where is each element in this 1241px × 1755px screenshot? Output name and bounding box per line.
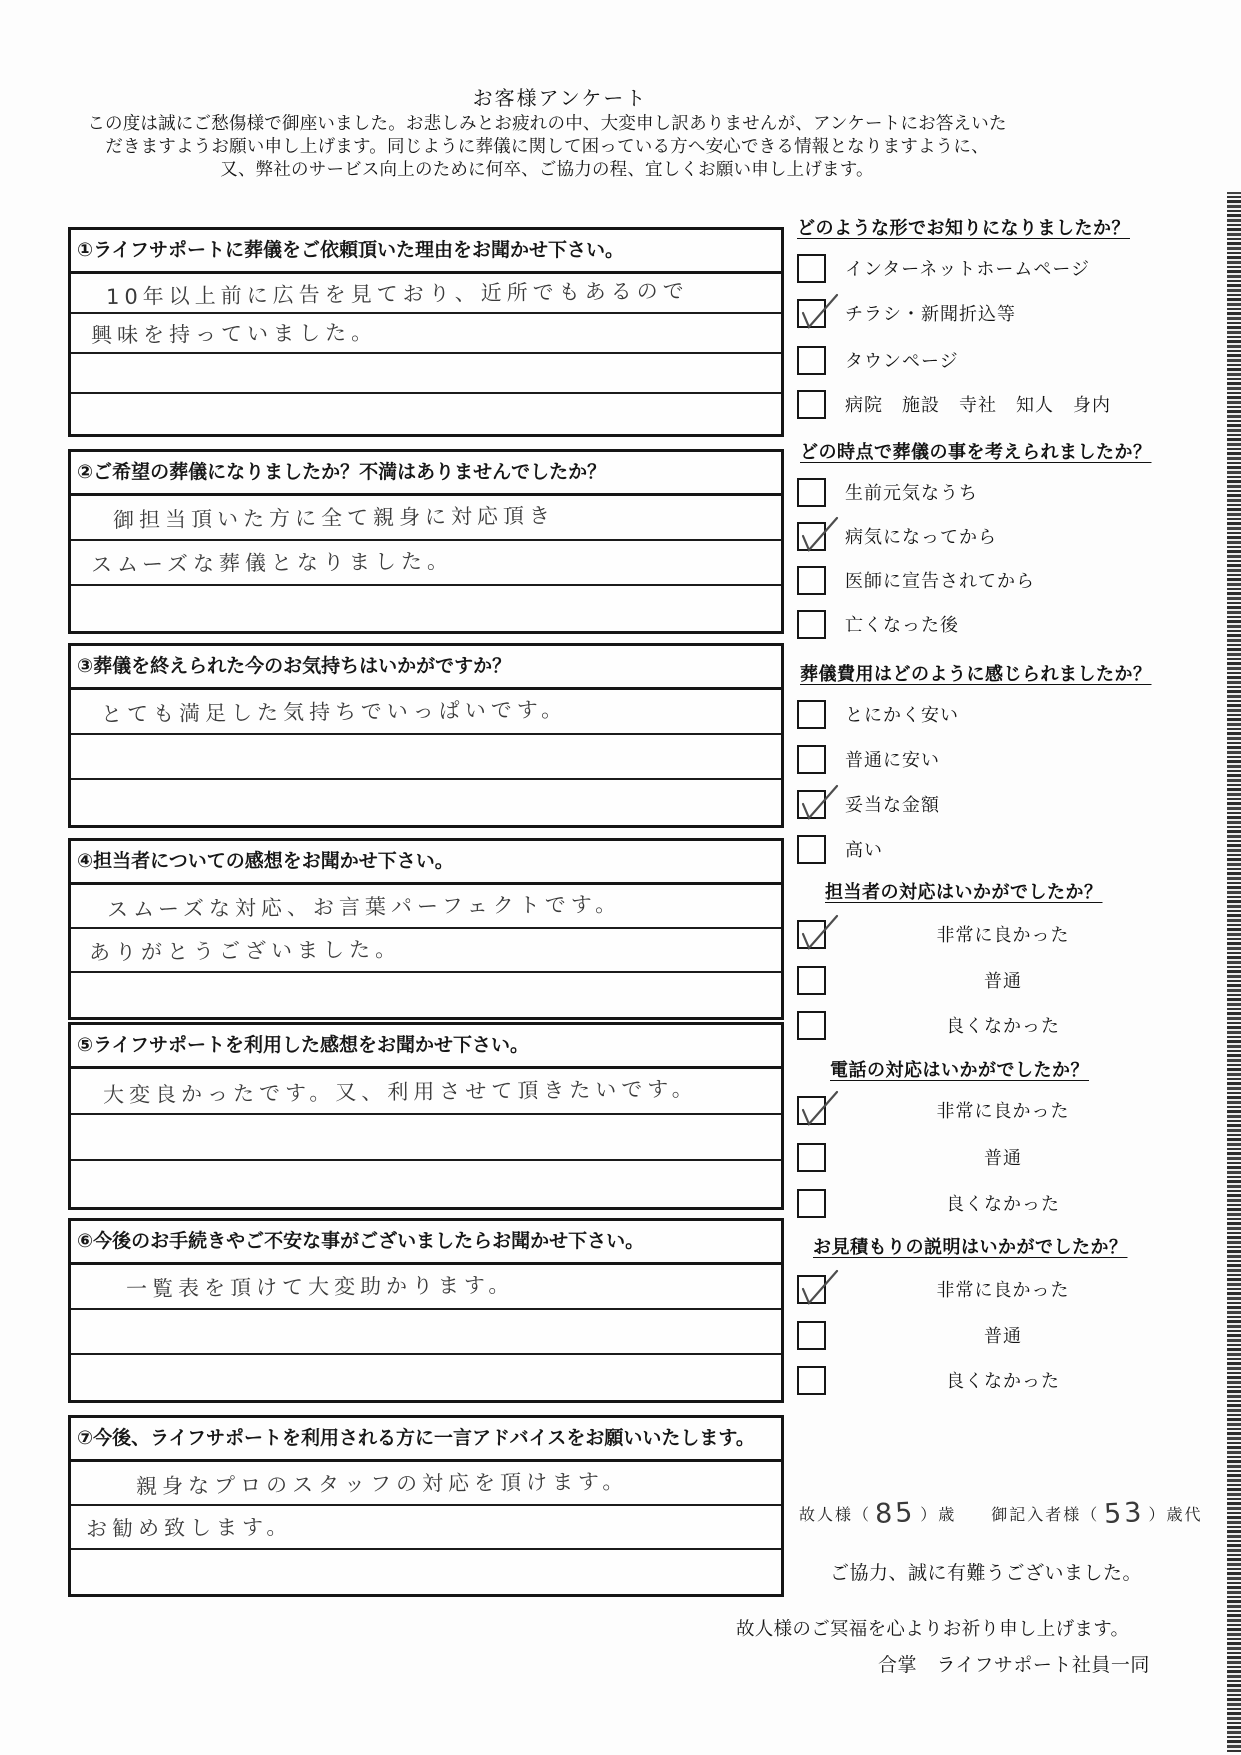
option-byouki-ni-natte-kara — [797, 522, 1237, 552]
option-label: 普通 — [984, 1326, 1022, 1346]
section-heading: 葬儀費用はどのように感じられましたか？ — [800, 664, 1152, 684]
option-label: 亡くなった後 — [845, 615, 959, 635]
checkbox[interactable] — [797, 478, 826, 507]
answer-row — [71, 274, 781, 314]
checkbox[interactable] — [797, 346, 826, 375]
answer-row — [71, 1506, 781, 1550]
option-label: 非常に良かった — [936, 1101, 1070, 1121]
option-label: 高い — [845, 840, 883, 860]
option-label: 普通 — [984, 971, 1022, 991]
checkbox[interactable] — [797, 254, 826, 283]
question-box-2 — [68, 449, 784, 634]
answer-row — [71, 1069, 781, 1115]
option-internet-homepage — [797, 254, 1237, 284]
option-label: 生前元気なうち — [845, 483, 978, 503]
page-title: お客様アンケート — [472, 88, 648, 110]
answer-row — [71, 314, 781, 354]
option-label: 普通に安い — [845, 750, 940, 770]
option-label: インターネットホームページ — [845, 259, 1091, 279]
answer-row — [71, 586, 781, 631]
option-nakunatta-ato — [797, 610, 1237, 640]
intro-line: この度は誠にご愁傷様で御座いました。お悲しみとお疲れの中、大変申し訳ありませんが、アンケートにお答えいた — [87, 113, 1007, 133]
handwritten-answer: 10年以上前に広告を見ており、近所でもあるので — [105, 278, 689, 310]
option-denwa-futsuu — [797, 1143, 1237, 1173]
writer-age-value: 53 — [1102, 1496, 1145, 1531]
option-tantousha-yokunakatta — [797, 1011, 1237, 1041]
checkbox[interactable] — [797, 790, 826, 819]
option-label: 良くなかった — [946, 1194, 1060, 1214]
answer-row — [71, 394, 781, 434]
deceased-age-suffix: ）歳 — [920, 1507, 957, 1524]
checkbox[interactable] — [797, 610, 826, 639]
checkbox[interactable] — [797, 566, 826, 595]
answer-row — [71, 1265, 781, 1310]
handwritten-answer: スムーズな対応、お言葉パーフェクトです。 — [106, 892, 622, 922]
checkbox[interactable] — [797, 299, 826, 328]
question-box-1 — [68, 227, 784, 437]
answer-row — [71, 1115, 781, 1161]
answer-row — [71, 973, 781, 1017]
option-label: 良くなかった — [946, 1371, 1060, 1391]
option-tantousha-hijou-ni-yokatta — [797, 920, 1237, 950]
question-box-5 — [68, 1022, 784, 1210]
answer-row — [71, 929, 781, 973]
answer-row — [71, 1310, 781, 1355]
answer-row — [71, 1462, 781, 1506]
option-label: 病院 施設 寺社 知人 身内 — [845, 395, 1111, 415]
question-label: ②ご希望の葬儀になりましたか？不満はありませんでしたか？ — [71, 452, 781, 496]
section-heading: 担当者の対応はいかがでしたか？ — [825, 882, 1103, 902]
answer-row — [71, 735, 781, 780]
option-label: 非常に良かった — [936, 925, 1070, 945]
survey-checkbox-column — [795, 0, 1241, 1755]
section-heading: どのような形でお知りになりましたか？ — [797, 218, 1130, 238]
option-label: 良くなかった — [946, 1016, 1060, 1036]
option-label: 医師に宣告されてから — [845, 571, 1035, 591]
option-chirashi-shinbun — [797, 299, 1237, 329]
thanks-text: ご協力、誠に有難うございました。 — [830, 1563, 1143, 1584]
checkbox[interactable] — [797, 835, 826, 864]
checkbox[interactable] — [797, 745, 826, 774]
answer-row — [71, 1355, 781, 1400]
handwritten-answer: 親身なプロのスタッフの対応を頂けます。 — [135, 1469, 629, 1499]
option-label: 妥当な金額 — [845, 795, 940, 815]
option-mitsumori-yokunakatta — [797, 1366, 1237, 1396]
writer-age-label: 御記入者様（ — [991, 1507, 1100, 1524]
option-seizen-genki — [797, 478, 1237, 508]
option-futsu-ni-yasui — [797, 745, 1237, 775]
option-label: タウンページ — [845, 351, 959, 371]
intro-line: 又、弊社のサービス向上のために何卒、ご協力の程、宜しくお願い申し上げます。 — [220, 159, 874, 179]
question-label: ③葬儀を終えられた今のお気持ちはいかがですか？ — [71, 646, 781, 690]
answer-row — [71, 780, 781, 825]
question-box-6 — [68, 1218, 784, 1403]
option-label: 非常に良かった — [936, 1280, 1070, 1300]
answer-row — [71, 1161, 781, 1207]
question-box-7 — [68, 1415, 784, 1597]
answer-row — [71, 541, 781, 586]
handwritten-answer: 大変良かったです。又、利用させて頂きたいです。 — [102, 1076, 698, 1108]
option-ishi-ni-senkoku — [797, 566, 1237, 596]
answer-row — [71, 1550, 781, 1594]
writer-age-suffix: ）歳代 — [1148, 1507, 1203, 1524]
section-heading: 電話の対応はいかがでしたか？ — [830, 1060, 1089, 1080]
intro-line: だきますようお願い申し上げます。同じように葬儀に関して困っている方へ安心できる情報となりますように、 — [105, 136, 989, 156]
section-heading: どの時点で葬儀の事を考えられましたか？ — [800, 442, 1152, 462]
option-mitsumori-futsuu — [797, 1321, 1237, 1351]
checkbox[interactable] — [797, 522, 826, 551]
question-label: ⑦今後、ライフサポートを利用される方に一言アドバイスをお願いいたします。 — [71, 1418, 781, 1462]
answer-row — [71, 496, 781, 541]
question-label: ①ライフサポートに葬儀をご依頼頂いた理由をお聞かせ下さい。 — [71, 230, 781, 274]
handwritten-answer: 御担当頂いた方に全て親身に対応頂き — [112, 503, 556, 533]
question-box-4 — [68, 838, 784, 1020]
option-hospital-facility-temple — [797, 390, 1237, 420]
checkbox[interactable] — [797, 390, 826, 419]
option-label: 普通 — [984, 1148, 1022, 1168]
ages-line — [799, 1496, 1203, 1531]
handwritten-answer: 一覧表を頂けて大変助かります。 — [125, 1272, 515, 1302]
handwritten-answer: お勧め致します。 — [85, 1514, 293, 1542]
prayer-text: 故人様のご冥福を心よりお祈り申し上げます。 — [736, 1618, 1130, 1639]
answer-row — [71, 354, 781, 394]
deceased-age-value: 85 — [874, 1496, 917, 1531]
deceased-age-label: 故人様（ — [799, 1507, 872, 1524]
option-tantousha-futsuu — [797, 966, 1237, 996]
checkbox[interactable] — [797, 700, 826, 729]
section-heading: お見積もりの説明はいかがでしたか？ — [813, 1237, 1128, 1257]
signoff-text: 合掌 ライフサポート社員一同 — [878, 1655, 1150, 1676]
option-label: とにかく安い — [845, 705, 959, 725]
question-label: ⑤ライフサポートを利用した感想をお聞かせ下さい。 — [71, 1025, 781, 1069]
question-box-3 — [68, 643, 784, 828]
option-label: チラシ・新聞折込等 — [845, 304, 1016, 324]
option-takai — [797, 835, 1237, 865]
question-label: ④担当者についての感想をお聞かせ下さい。 — [71, 841, 781, 885]
question-label: ⑥今後のお手続きやご不安な事がございましたらお聞かせ下さい。 — [71, 1221, 781, 1265]
option-datou-na-kingaku — [797, 790, 1237, 820]
handwritten-answer: とても満足した気持ちでいっぱいです。 — [100, 697, 568, 727]
handwritten-answer: スムーズな葬儀となりました。 — [90, 549, 454, 577]
option-townpage — [797, 346, 1237, 376]
scan-artifact-edge — [1227, 192, 1241, 1752]
option-tonikaku-yasui — [797, 700, 1237, 730]
option-denwa-yokunakatta — [797, 1189, 1237, 1219]
option-mitsumori-hijou-ni-yokatta — [797, 1275, 1237, 1305]
option-denwa-hijou-ni-yokatta — [797, 1096, 1237, 1126]
option-label: 病気になってから — [845, 527, 997, 547]
handwritten-answer: ありがとうございました。 — [88, 937, 402, 965]
handwritten-answer: 興味を持っていました。 — [90, 320, 378, 348]
answer-row — [71, 690, 781, 735]
answer-row — [71, 885, 781, 929]
